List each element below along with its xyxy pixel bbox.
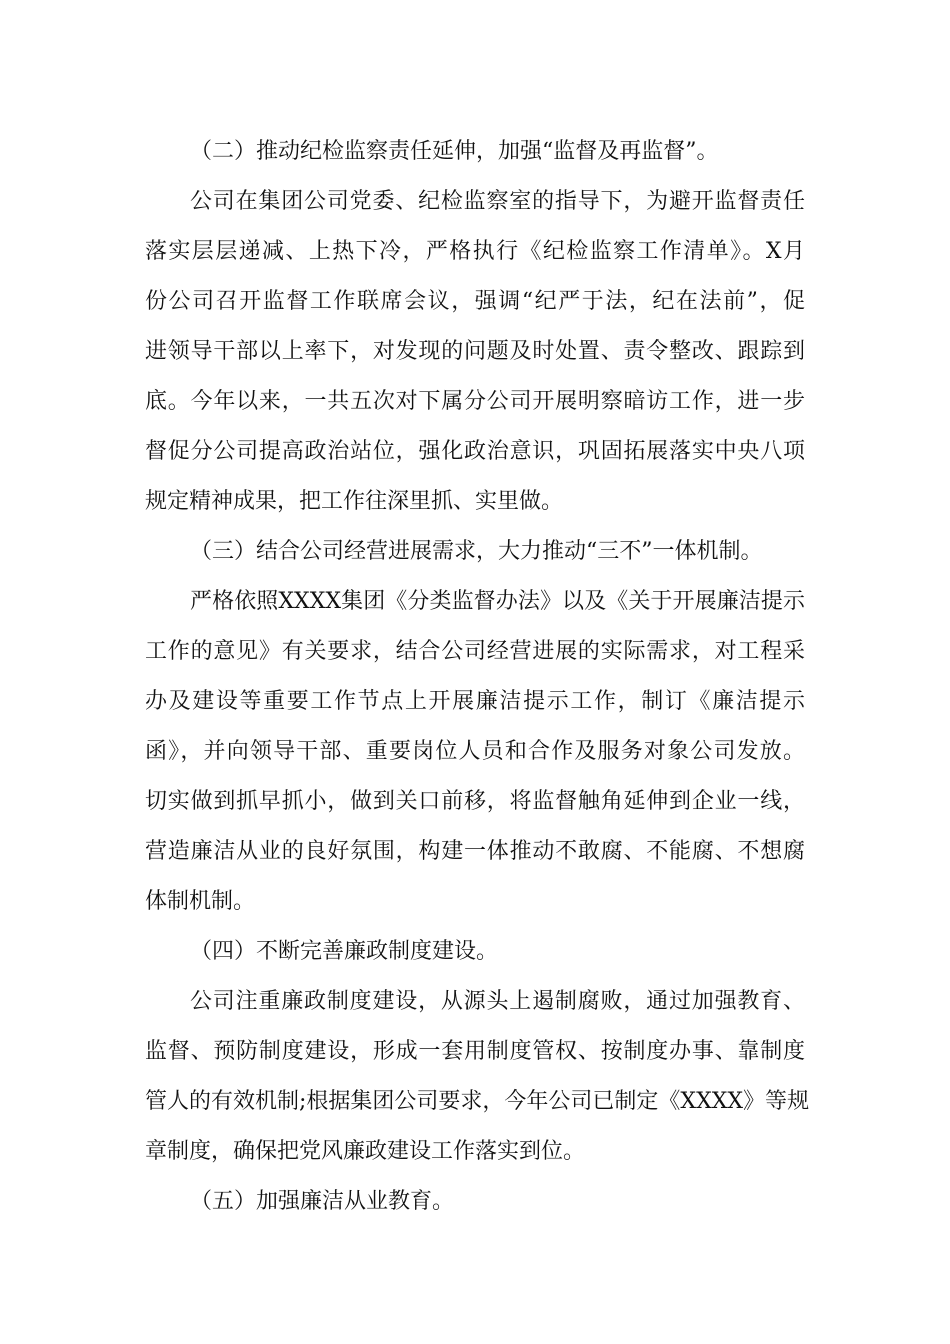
section-heading-3: （三）结合公司经营进展需求，大力推动“三不”一体机制。: [190, 539, 763, 564]
section-heading-4: （四）不断完善廉政制度建设。: [190, 939, 499, 964]
paragraph-line: 底。今年以来，一共五次对下属分公司开展明察暗访工作，进一步: [145, 389, 805, 414]
section-heading-5: （五）加强廉洁从业教育。: [190, 1189, 455, 1214]
section-heading-2: （二）推动纪检监察责任延伸，加强“监督及再监督”。: [190, 139, 719, 164]
paragraph-line: 监督、预防制度建设，形成一套用制度管权、按制度办事、靠制度: [145, 1039, 805, 1064]
paragraph-line: 函》，并向领导干部、重要岗位人员和合作及服务对象公司发放。: [145, 739, 805, 764]
paragraph-line: 章制度，确保把党风廉政建设工作落实到位。: [145, 1139, 586, 1164]
paragraph-line: 办及建设等重要工作节点上开展廉洁提示工作，制订《廉洁提示: [145, 689, 805, 714]
paragraph-line: 公司在集团公司党委、纪检监察室的指导下，为避开监督责任: [190, 189, 805, 214]
paragraph-line: 严格依照XXXX集团《分类监督办法》以及《关于开展廉洁提示: [190, 589, 805, 614]
paragraph-line: 份公司召开监督工作联席会议，强调“纪严于法，纪在法前”，促: [145, 289, 805, 314]
paragraph-line: 营造廉洁从业的良好氛围，构建一体推动不敢腐、不能腐、不想腐: [145, 839, 805, 864]
paragraph-line: 规定精神成果，把工作往深里抓、实里做。: [145, 489, 564, 514]
paragraph-line: 体制机制。: [145, 889, 256, 914]
paragraph-line: 工作的意见》有关要求，结合公司经营进展的实际需求，对工程采: [145, 639, 805, 664]
paragraph-line: 督促分公司提高政治站位，强化政治意识，巩固拓展落实中央八项: [145, 439, 805, 464]
paragraph-line: 进领导干部以上率下，对发现的问题及时处置、责令整改、跟踪到: [145, 339, 805, 364]
paragraph-line: 管人的有效机制;根据集团公司要求，今年公司已制定《XXXX》等规: [145, 1089, 810, 1114]
paragraph-line: 切实做到抓早抓小，做到关口前移，将监督触角延伸到企业一线，: [145, 789, 805, 814]
paragraph-line: 公司注重廉政制度建设，从源头上遏制腐败，通过加强教育、: [190, 989, 805, 1014]
paragraph-line: 落实层层递减、上热下冷，严格执行《纪检监察工作清单》。X月: [145, 239, 805, 264]
